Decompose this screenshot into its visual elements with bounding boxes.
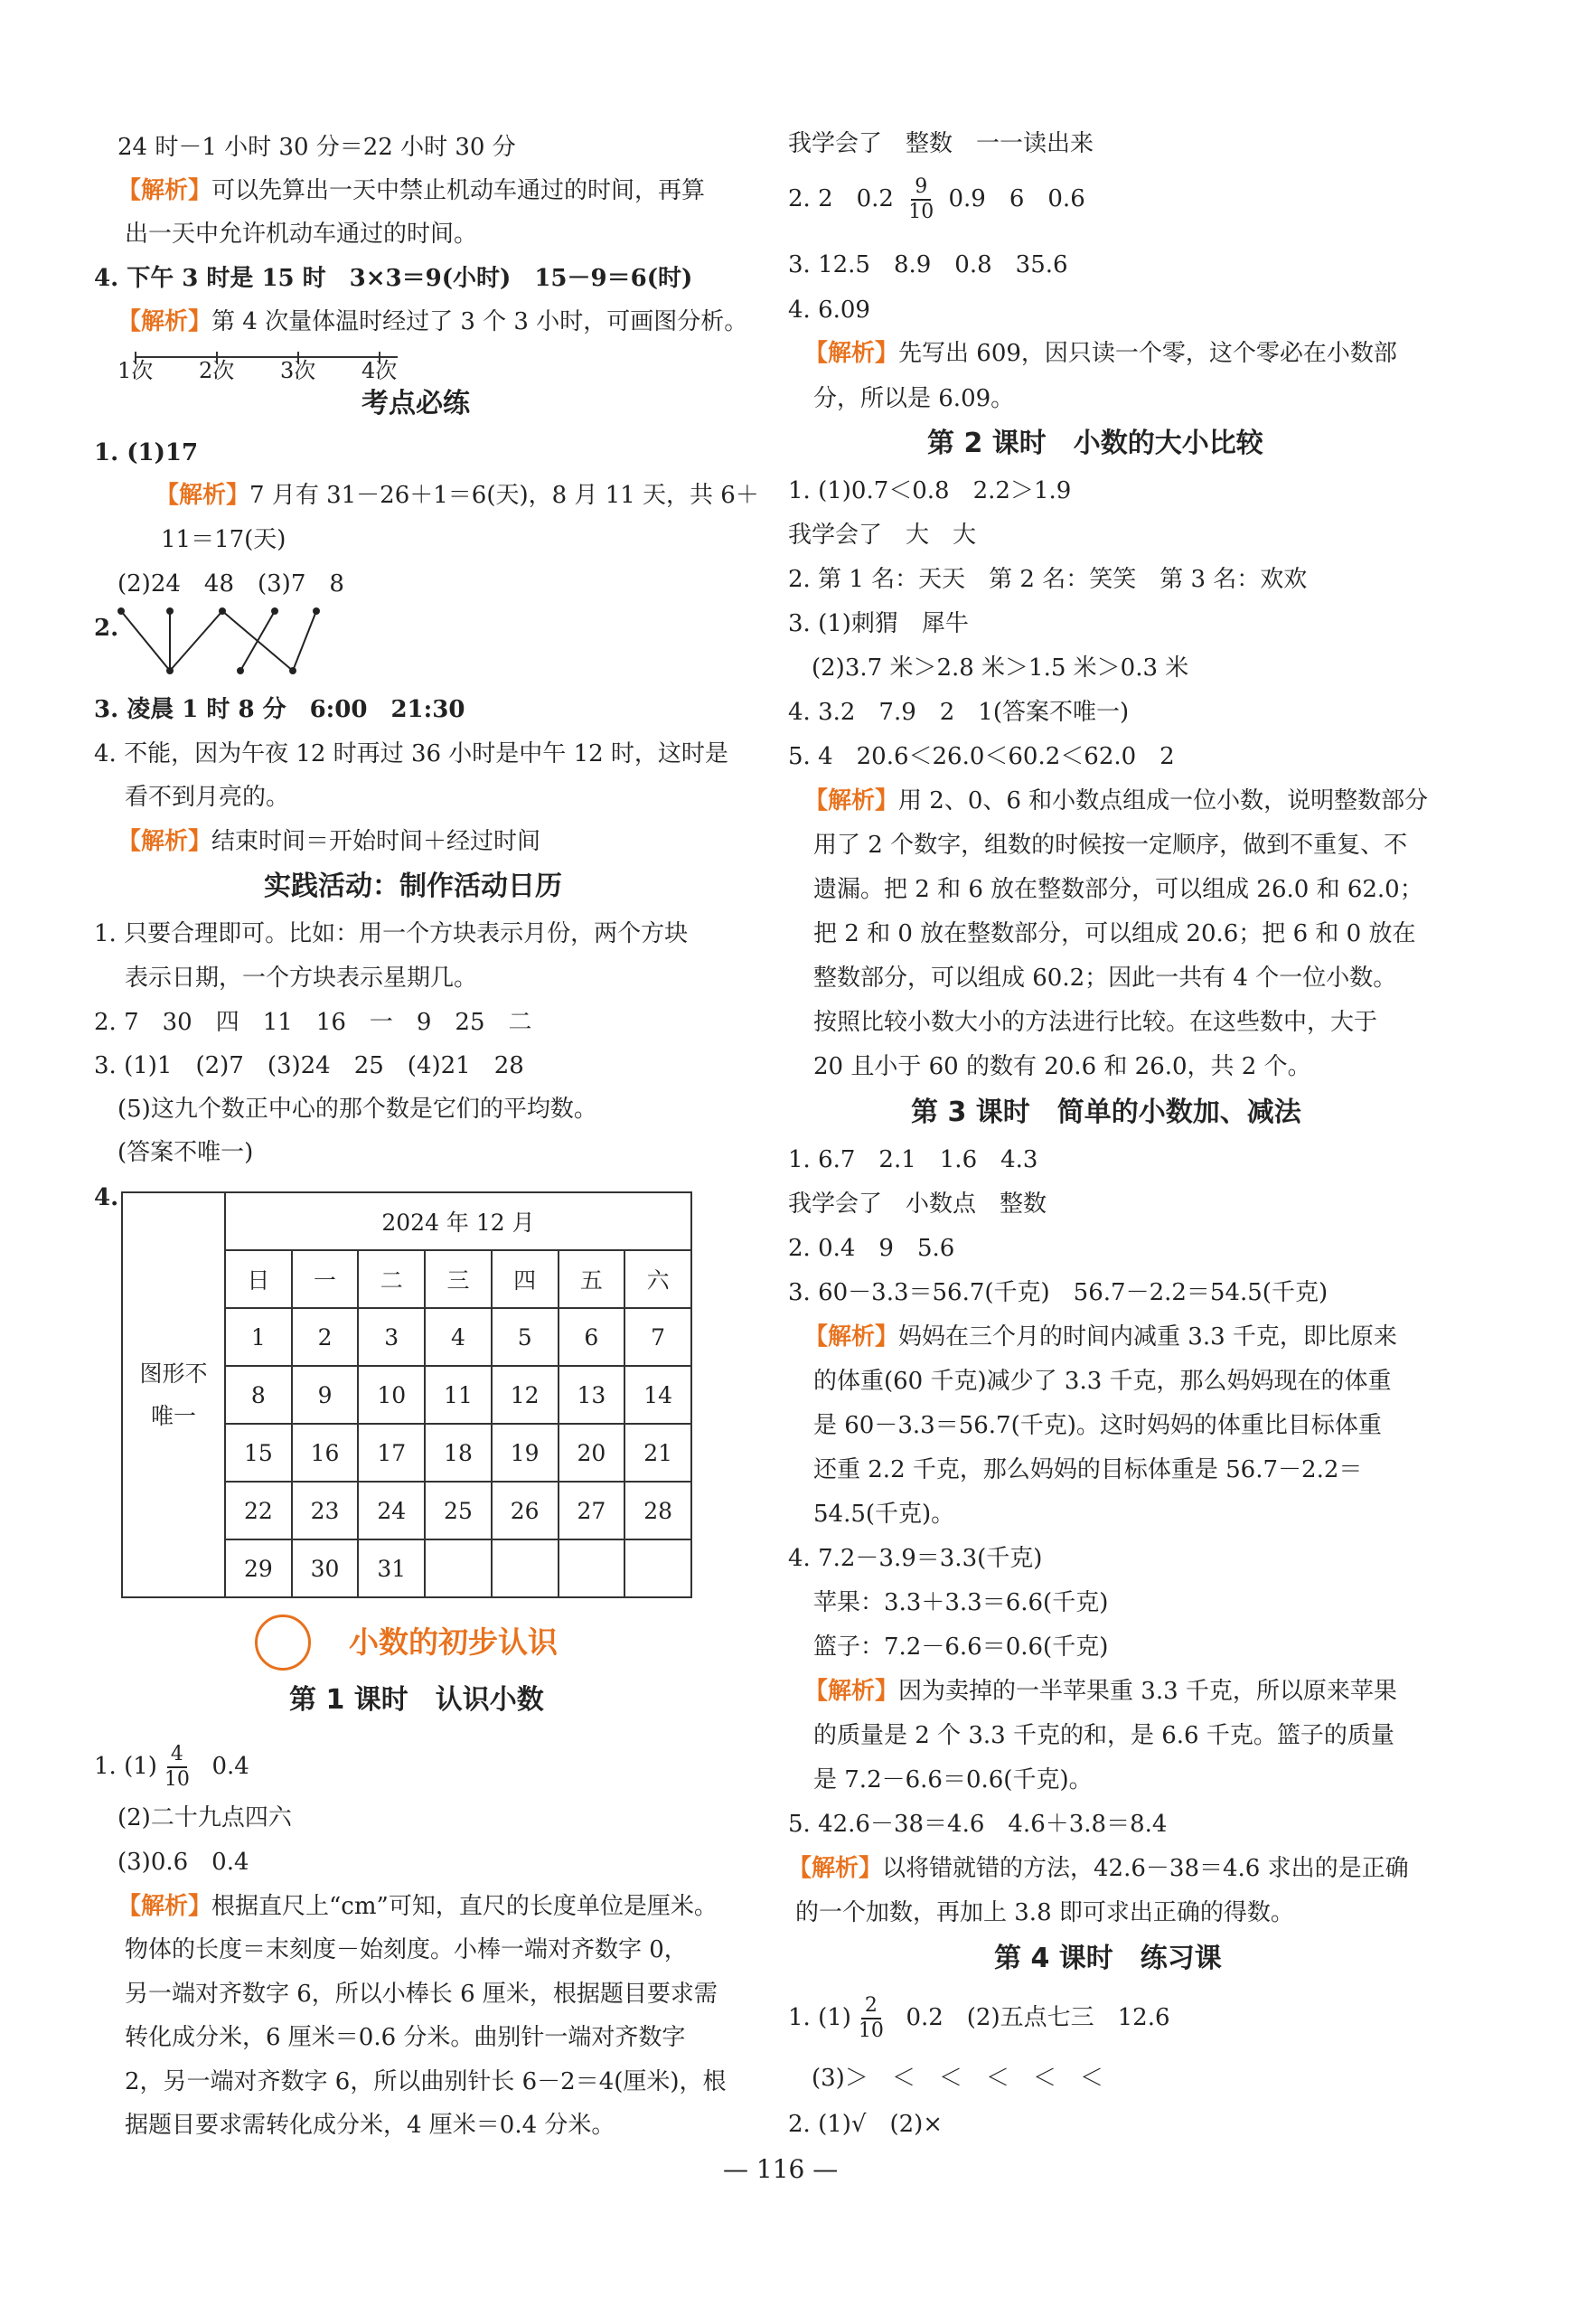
analysis-line bbox=[788, 1857, 1409, 1880]
text-line: 24 时－1 小时 30 分＝22 小时 30 分 bbox=[117, 134, 516, 161]
date-cell: 7 bbox=[624, 1308, 691, 1366]
date-cell: 25 bbox=[425, 1482, 492, 1539]
analysis-text: 因为卖掉的一半苹果重 3.3 千克，所以原来苹果 bbox=[898, 1678, 1397, 1705]
text-line: 按照比较小数大小的方法进行比较。在这些数中，大于 bbox=[813, 1009, 1378, 1036]
analysis-text: 可以先算出一天中禁止机动车通过的时间，再算 bbox=[211, 177, 706, 204]
text-line: 的质量是 2 个 3.3 千克的和，是 6.6 千克。篮子的质量 bbox=[813, 1722, 1394, 1749]
calendar-table bbox=[121, 1191, 692, 1598]
weekday-cell: 日 bbox=[225, 1250, 292, 1308]
answer-4: 4. 下午 3 时是 15 时 3×3＝9(小时) 15－9＝6(时) bbox=[94, 265, 693, 292]
text-line: 用了 2 个数字，组数的时候按一定顺序，做到不重复、不 bbox=[813, 832, 1408, 859]
answer-2: 2. (1)√ (2)× bbox=[788, 2111, 944, 2138]
answer-2 bbox=[788, 177, 1085, 222]
date-cell: 14 bbox=[624, 1366, 691, 1424]
date-cell: 8 bbox=[225, 1366, 292, 1424]
date-cell bbox=[492, 1539, 559, 1597]
analysis-tag: 【解析】 bbox=[788, 1855, 883, 1882]
text-line: 篮子：7.2－6.6＝0.6(千克) bbox=[813, 1633, 1109, 1661]
text-line: (2)3.7 米＞2.8 米＞1.5 米＞0.3 米 bbox=[812, 654, 1189, 682]
date-cell: 20 bbox=[559, 1424, 625, 1482]
unit-circle-icon bbox=[255, 1614, 311, 1671]
date-cell: 12 bbox=[492, 1366, 559, 1424]
weekday-cell: 五 bbox=[559, 1250, 625, 1308]
weekday-cell: 二 bbox=[358, 1250, 425, 1308]
timeline-label: 1次 bbox=[117, 358, 154, 383]
date-cell: 22 bbox=[225, 1482, 292, 1539]
answer-2: 2. 第 1 名：天天 第 2 名：笑笑 第 3 名：欢欢 bbox=[788, 566, 1308, 593]
analysis-line bbox=[155, 484, 759, 507]
text-line: 20 且小于 60 的数有 20.6 和 26.0，共 2 个。 bbox=[813, 1053, 1311, 1080]
text-line: 11＝17(天) bbox=[161, 526, 286, 553]
analysis-tag: 【解析】 bbox=[804, 1678, 899, 1705]
date-cell: 19 bbox=[492, 1424, 559, 1482]
answer-3: 3. 凌晨 1 时 8 分 6:00 21:30 bbox=[94, 696, 465, 723]
analysis-tag: 【解析】 bbox=[117, 1893, 212, 1920]
section-heading: 考点必练 bbox=[361, 388, 470, 419]
analysis-line bbox=[117, 179, 705, 202]
date-cell: 16 bbox=[292, 1424, 359, 1482]
fraction-denominator: 10 bbox=[908, 201, 934, 223]
answer-2: 2. bbox=[94, 615, 119, 642]
date-cell: 29 bbox=[225, 1539, 292, 1597]
analysis-line bbox=[117, 830, 540, 853]
date-cell bbox=[559, 1539, 625, 1597]
weekday-cell: 六 bbox=[624, 1250, 691, 1308]
analysis-text: 以将错就错的方法，42.6－38＝4.6 求出的是正确 bbox=[882, 1855, 1409, 1882]
text-line: 的体重(60 千克)减少了 3.3 千克，那么妈妈现在的体重 bbox=[813, 1368, 1392, 1395]
date-cell: 18 bbox=[425, 1424, 492, 1482]
text-line: 看不到月亮的。 bbox=[125, 784, 290, 811]
analysis-text: 根据直尺上“cm”可知，直尺的长度单位是厘米。 bbox=[211, 1893, 718, 1920]
text-line: (3)＞ ＜ ＜ ＜ ＜ ＜ bbox=[812, 2065, 1103, 2092]
text-line: 的一个加数，再加上 3.8 即可求出正确的得数。 bbox=[795, 1899, 1294, 1926]
answer-1 bbox=[94, 1745, 249, 1790]
text-line: 我学会了 小数点 整数 bbox=[788, 1191, 1047, 1218]
side-note-line: 图形不 bbox=[139, 1360, 208, 1387]
text-line: 是 60－3.3＝56.7(千克)。这时妈妈的体重比目标体重 bbox=[813, 1412, 1382, 1439]
text-line: (2)二十九点四六 bbox=[117, 1804, 292, 1831]
match-line bbox=[121, 611, 170, 671]
date-cell: 27 bbox=[559, 1482, 625, 1539]
weekday-cell: 四 bbox=[492, 1250, 559, 1308]
text-line: 我学会了 整数 一一读出来 bbox=[788, 130, 1094, 157]
text-line: 表示日期，一个方块表示星期几。 bbox=[125, 965, 478, 992]
text-line: 据题目要求需转化成分米，4 厘米＝0.4 分米。 bbox=[125, 2112, 615, 2139]
side-note-line: 唯一 bbox=[150, 1403, 196, 1429]
answer-3: 3. 60－3.3＝56.7(千克) 56.7－2.2＝54.5(千克) bbox=[788, 1279, 1328, 1306]
answer-1 bbox=[788, 1996, 1170, 2041]
answer-4: 4. 7.2－3.9＝3.3(千克) bbox=[788, 1545, 1043, 1572]
analysis-text: 第 4 次量体温时经过了 3 个 3 小时，可画图分析。 bbox=[211, 308, 748, 335]
analysis-line bbox=[117, 310, 747, 334]
answer-value: 0.2 (2)五点七三 12.6 bbox=[906, 2004, 1170, 2031]
analysis-tag: 【解析】 bbox=[804, 1323, 899, 1351]
answer-4: 4. 不能，因为午夜 12 时再过 36 小时是中午 12 时，这时是 bbox=[94, 740, 728, 767]
text-line: (5)这九个数正中心的那个数是它们的平均数。 bbox=[117, 1096, 597, 1123]
date-cell: 10 bbox=[358, 1366, 425, 1424]
date-cell: 9 bbox=[292, 1366, 359, 1424]
analysis-text: 先写出 609，因只读一个零，这个零必在小数部 bbox=[898, 340, 1397, 367]
match-line bbox=[170, 611, 222, 671]
answer-2: 2. 7 30 四 11 16 一 9 25 二 bbox=[94, 1009, 532, 1036]
answer-1: 1. (1)17 bbox=[94, 439, 199, 466]
weekday-cell: 一 bbox=[292, 1250, 359, 1308]
answer-5: 5. 4 20.6＜26.0＜60.2＜62.0 2 bbox=[788, 743, 1175, 770]
analysis-text: 妈妈在三个月的时间内减重 3.3 千克，即比原来 bbox=[898, 1323, 1397, 1351]
analysis-line bbox=[804, 1680, 1397, 1703]
date-cell: 28 bbox=[624, 1482, 691, 1539]
date-cell: 17 bbox=[358, 1424, 425, 1482]
date-cell: 2 bbox=[292, 1308, 359, 1366]
analysis-text: 7 月有 31－26＋1＝6(天)，8 月 11 天，共 6＋ bbox=[249, 482, 759, 509]
date-cell: 13 bbox=[559, 1366, 625, 1424]
lesson-heading: 第 3 课时 简单的小数加、减法 bbox=[911, 1097, 1301, 1128]
answer-prefix: 2. 2 0.2 bbox=[788, 185, 894, 212]
lesson-heading: 第 4 课时 练习课 bbox=[994, 1943, 1222, 1974]
text-line: 物体的长度＝末刻度－始刻度。小棒一端对齐数字 0， bbox=[125, 1936, 688, 1963]
text-line: 还重 2.2 千克，那么妈妈的目标体重是 56.7－2.2＝ bbox=[813, 1456, 1363, 1483]
date-cell: 4 bbox=[425, 1308, 492, 1366]
date-cell: 23 bbox=[292, 1482, 359, 1539]
text-line: 整数部分，可以组成 60.2；因此一共有 4 个一位小数。 bbox=[813, 965, 1397, 992]
date-cell: 31 bbox=[358, 1539, 425, 1597]
unit-heading: 小数的初步认识 bbox=[349, 1624, 558, 1660]
text-line: 我学会了 大 大 bbox=[788, 522, 977, 549]
fraction-numerator: 4 bbox=[167, 1745, 187, 1768]
fraction-denominator: 10 bbox=[858, 2019, 884, 2042]
date-cell: 1 bbox=[225, 1308, 292, 1366]
fraction bbox=[855, 1996, 887, 2041]
answer-prefix: 1. (1) bbox=[94, 1753, 157, 1780]
analysis-text: 用 2、0、6 和小数点组成一位小数，说明整数部分 bbox=[898, 787, 1429, 814]
text-line: 54.5(千克)。 bbox=[813, 1501, 955, 1528]
weekday-cell: 三 bbox=[425, 1250, 492, 1308]
date-cell bbox=[624, 1539, 691, 1597]
timeline-label: 2次 bbox=[199, 358, 235, 383]
analysis-line bbox=[117, 1895, 718, 1918]
timeline-label: 3次 bbox=[280, 358, 316, 383]
analysis-tag: 【解析】 bbox=[117, 177, 212, 204]
text-line: 出一天中允许机动车通过的时间。 bbox=[125, 221, 478, 248]
date-cell: 6 bbox=[559, 1308, 625, 1366]
analysis-tag: 【解析】 bbox=[117, 828, 212, 855]
text-line: 另一端对齐数字 6，所以小棒长 6 厘米，根据题目要求需 bbox=[125, 1981, 718, 2008]
analysis-line bbox=[804, 342, 1397, 365]
analysis-tag: 【解析】 bbox=[117, 308, 212, 335]
answer-value: 0.9 6 0.6 bbox=[948, 185, 1085, 212]
lesson-heading: 第 2 课时 小数的大小比较 bbox=[927, 428, 1263, 459]
text-line: (2)24 48 (3)7 8 bbox=[117, 570, 344, 598]
analysis-tag: 【解析】 bbox=[804, 787, 899, 814]
match-line bbox=[293, 611, 316, 671]
answer-4: 4. 6.09 bbox=[788, 297, 870, 324]
match-line bbox=[222, 611, 293, 671]
date-cell: 24 bbox=[358, 1482, 425, 1539]
date-cell: 21 bbox=[624, 1424, 691, 1482]
date-cell: 15 bbox=[225, 1424, 292, 1482]
matching-lines-diagram bbox=[116, 606, 324, 676]
date-cell: 11 bbox=[425, 1366, 492, 1424]
date-cell: 26 bbox=[492, 1482, 559, 1539]
answer-3: 3. (1)1 (2)7 (3)24 25 (4)21 28 bbox=[94, 1052, 524, 1079]
text-line: 2，另一端对齐数字 6，所以曲别针长 6－2＝4(厘米)，根 bbox=[125, 2068, 727, 2095]
text-line: 转化成分米，6 厘米＝0.6 分米。曲别针一端对齐数字 bbox=[125, 2024, 686, 2051]
text-line: 是 7.2－6.6＝0.6(千克)。 bbox=[813, 1766, 1093, 1793]
date-cell: 5 bbox=[492, 1308, 559, 1366]
calendar-side-note bbox=[122, 1192, 225, 1597]
fraction bbox=[161, 1745, 193, 1790]
answer-prefix: 1. (1) bbox=[788, 2004, 851, 2031]
date-cell bbox=[425, 1539, 492, 1597]
text-line: (答案不唯一) bbox=[117, 1139, 254, 1166]
section-heading: 实践活动：制作活动日历 bbox=[264, 871, 562, 902]
analysis-tag: 【解析】 bbox=[804, 340, 899, 367]
answer-value: 0.4 bbox=[211, 1753, 249, 1780]
answer-1: 1. 只要合理即可。比如：用一个方块表示月份，两个方块 bbox=[94, 920, 689, 947]
answer-1: 1. 6.7 2.1 1.6 4.3 bbox=[788, 1146, 1038, 1173]
timeline-label: 4次 bbox=[361, 358, 398, 383]
calendar-title: 2024 年 12 月 bbox=[225, 1192, 691, 1250]
analysis-text: 结束时间＝开始时间＋经过时间 bbox=[211, 828, 541, 855]
answer-4: 4. bbox=[94, 1184, 119, 1211]
answer-3: 3. 12.5 8.9 0.8 35.6 bbox=[788, 251, 1068, 278]
fraction-numerator: 9 bbox=[911, 177, 931, 201]
answer-5: 5. 42.6－38＝4.6 4.6＋3.8＝8.4 bbox=[788, 1811, 1168, 1838]
fraction bbox=[905, 177, 937, 222]
answer-1: 1. (1)0.7＜0.8 2.2＞1.9 bbox=[788, 477, 1072, 504]
date-cell: 30 bbox=[292, 1539, 359, 1597]
lesson-heading: 第 1 课时 认识小数 bbox=[289, 1684, 544, 1716]
analysis-line bbox=[804, 1325, 1397, 1349]
text-line: 把 2 和 0 放在整数部分，可以组成 20.6；把 6 和 0 放在 bbox=[813, 920, 1416, 947]
analysis-tag: 【解析】 bbox=[155, 482, 250, 509]
fraction-numerator: 2 bbox=[861, 1996, 881, 2019]
analysis-line bbox=[804, 789, 1428, 813]
text-line: (3)0.6 0.4 bbox=[117, 1849, 249, 1876]
answer-3: 3. (1)刺猬 犀牛 bbox=[788, 610, 969, 637]
text-line: 遗漏。把 2 和 6 放在整数部分，可以组成 26.0 和 62.0； bbox=[813, 876, 1423, 903]
text-line: 苹果：3.3＋3.3＝6.6(千克) bbox=[813, 1589, 1109, 1616]
date-cell: 3 bbox=[358, 1308, 425, 1366]
text-line: 分，所以是 6.09。 bbox=[813, 385, 1015, 412]
page-number: — 116 — bbox=[723, 2154, 839, 2184]
fraction-denominator: 10 bbox=[164, 1768, 190, 1791]
answer-4: 4. 3.2 7.9 2 1(答案不唯一) bbox=[788, 699, 1130, 726]
answer-2: 2. 0.4 9 5.6 bbox=[788, 1235, 955, 1262]
